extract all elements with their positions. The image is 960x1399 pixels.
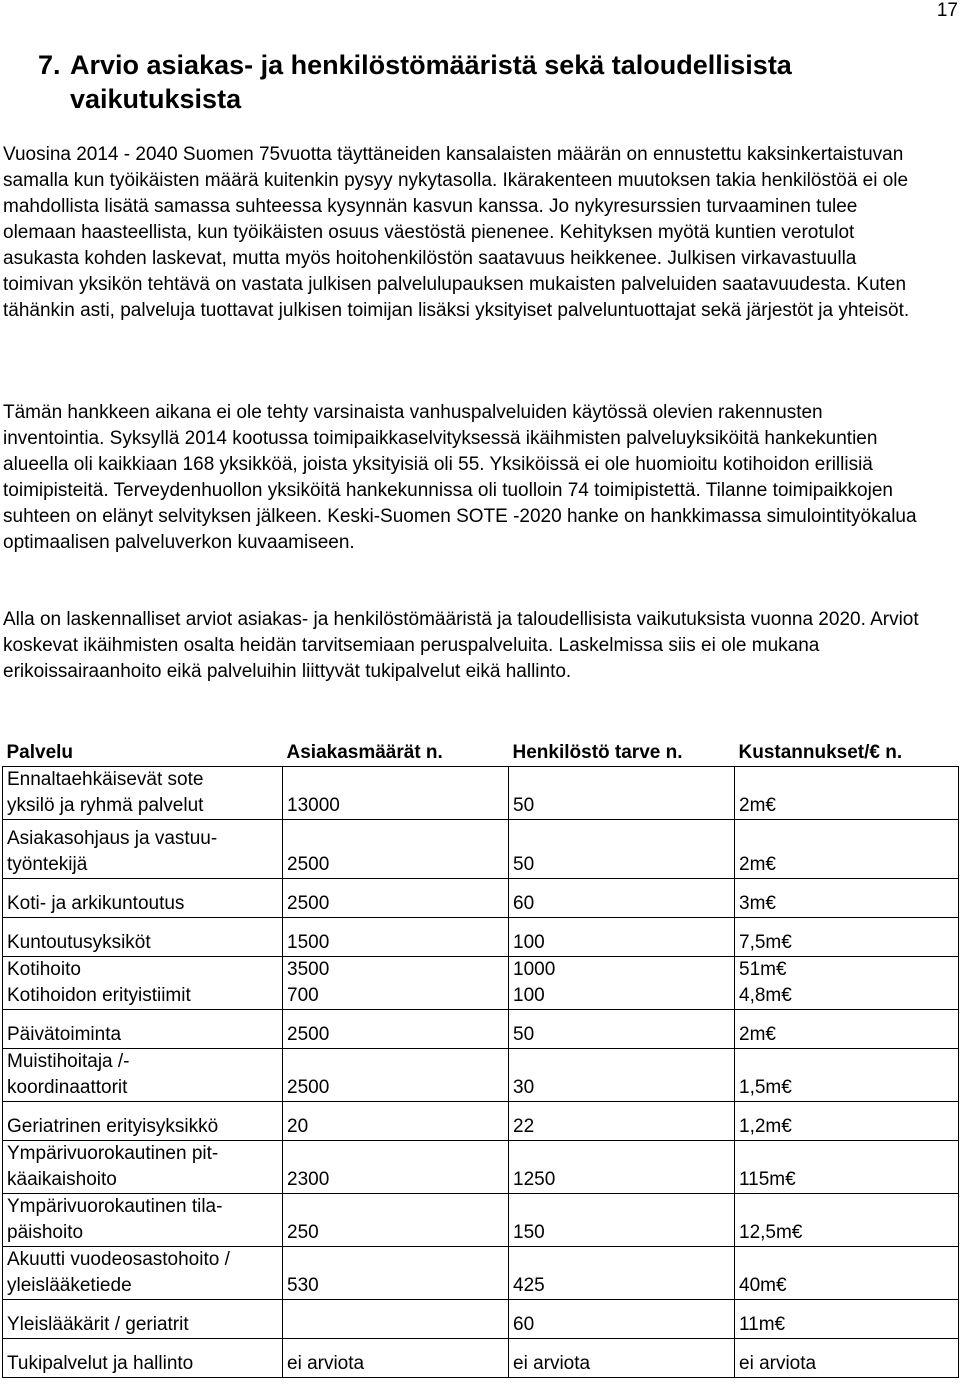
cost: ei arviota (735, 1339, 959, 1378)
client-count: 2500 (283, 1010, 509, 1049)
table-row (3, 879, 959, 918)
staff-need: 30 (509, 1049, 735, 1102)
service-name: Ennaltaehkäisevät sote yksilö ja ryhmä palvelut (3, 767, 283, 820)
services-table (2, 740, 959, 1378)
table-row (3, 1049, 959, 1102)
client-count: 530 (283, 1247, 509, 1300)
service-name: Kotihoito Kotihoidon erityistiimit (3, 957, 283, 1010)
cost: 3m€ (735, 879, 959, 918)
service-name: Ympärivuorokautinen pit- käaikaishoito (3, 1141, 283, 1194)
staff-need: 1250 (509, 1141, 735, 1194)
service-name: Tukipalvelut ja hallinto (3, 1339, 283, 1378)
heading-number: 7. (38, 50, 61, 80)
staff-need: ei arviota (509, 1339, 735, 1378)
staff-need: 22 (509, 1102, 735, 1141)
staff-need: 60 (509, 879, 735, 918)
service-name: Yleislääkärit / geriatrit (3, 1300, 283, 1339)
service-name: Muistihoitaja /- koordinaattorit (3, 1049, 283, 1102)
client-count: 2500 (283, 1049, 509, 1102)
cost: 1,2m€ (735, 1102, 959, 1141)
header-kustannukset: Kustannukset/€ n. (738, 742, 903, 763)
table-row (3, 1247, 959, 1300)
client-count: 2500 (283, 879, 509, 918)
cost: 51m€ 4,8m€ (735, 957, 959, 1010)
header-henkilosto: Henkilöstö tarve n. (512, 742, 683, 763)
table-row (3, 918, 959, 957)
client-count: 3500 700 (283, 957, 509, 1010)
header-palvelu: Palvelu (6, 742, 74, 763)
table-row (3, 957, 959, 1010)
table-row (3, 1141, 959, 1194)
table-row (3, 820, 959, 879)
client-count: 2500 (283, 820, 509, 879)
cost: 40m€ (735, 1247, 959, 1300)
staff-need: 1000 100 (509, 957, 735, 1010)
cost: 11m€ (735, 1300, 959, 1339)
staff-need: 100 (509, 918, 735, 957)
staff-need: 150 (509, 1194, 735, 1247)
table-row (3, 767, 959, 820)
client-count: 2300 (283, 1141, 509, 1194)
paragraph-3: Alla on laskennalliset arviot asiakas- ja henkilöstömääristä ja taloudellisista vaikutuksista vuonna 2020. Arviot koskevat ikäihmisten osalta heidän tarvitsemiaan peruspalveluita. Laskelmissa siis ei ole mukana erikoissairaanhoito eikä palveluihin liittyvät tukipalvelut eikä hallinto. (3, 609, 919, 682)
heading-line-1: Arvio asiakas- ja henkilöstömääristä sekä taloudellisista (70, 50, 792, 80)
staff-need: 50 (509, 767, 735, 820)
client-count: 1500 (283, 918, 509, 957)
client-count (283, 1300, 509, 1339)
cost: 2m€ (735, 767, 959, 820)
client-count: ei arviota (283, 1339, 509, 1378)
cost: 7,5m€ (735, 918, 959, 957)
service-name: Päivätoiminta (3, 1010, 283, 1049)
header-asiakasmaarat: Asiakasmäärät n. (286, 742, 443, 763)
service-name: Ympärivuorokautinen tila- päishoito (3, 1194, 283, 1247)
page-number: 17 (936, 0, 958, 21)
section-heading (38, 48, 918, 116)
table-row (3, 1010, 959, 1049)
staff-need: 60 (509, 1300, 735, 1339)
cost: 115m€ (735, 1141, 959, 1194)
table-row (3, 1102, 959, 1141)
table-row (3, 1300, 959, 1339)
staff-need: 425 (509, 1247, 735, 1300)
paragraph-1: Vuosina 2014 - 2040 Suomen 75vuotta täyttäneiden kansalaisten määrän on ennustettu kaksinkertaistuvan samalla kun työikäisten määrä kuitenkin pysyy nykytasolla. Ikärakenteen muutoksen takia henkilöstöä ei ole mahdollista lisätä samassa suhteessa kysynnän kasvun kanssa. Jo nykyresurssien turvaaminen tulee olemaan haasteellista, kun työikäisten osuus väestöstä pienenee. Kehityksen myötä kuntien verotulot asukasta kohden laskevat, mutta myös hoitohenkilöstön saatavuus heikkenee. Julkisen virkavastuulla toimivan yksikön tehtävä on vastata julkisen palvelulupauksen mukaisten palveluiden saatavuudesta. Kuten tähänkin asti, palveluja tuottavat julkisen toimijan lisäksi yksityiset palveluntuottajat sekä järjestöt ja yhteisöt. (3, 144, 910, 321)
paragraph-2: Tämän hankkeen aikana ei ole tehty varsinaista vanhuspalveluiden käytössä olevien rakennusten inventointia. Syksyllä 2014 kootussa toimipaikkaselvityksessä ikäihmisten palveluyksiköitä hankekuntien alueella oli kaikkiaan 168 yksikköä, joista yksityisiä oli 55. Yksiköissä ei ole huomioitu kotihoidon erillisiä toimipisteitä. Terveydenhuollon yksiköitä hankekunnissa oli tuolloin 74 toimipistettä. Tilanne toimipaikkojen suhteen on elänyt selvityksen jälkeen. Keski-Suomen SOTE -2020 hanke on hankkimassa simulointityökalua optimaalisen palveluverkon kuvaamiseen. (3, 402, 917, 553)
service-name: Geriatrinen erityisyksikkö (3, 1102, 283, 1141)
client-count: 13000 (283, 767, 509, 820)
cost: 12,5m€ (735, 1194, 959, 1247)
cost: 2m€ (735, 1010, 959, 1049)
service-name: Kuntoutusyksiköt (3, 918, 283, 957)
client-count: 20 (283, 1102, 509, 1141)
service-name: Asiakasohjaus ja vastuu- työntekijä (3, 820, 283, 879)
heading-line-2: vaikutuksista (70, 84, 242, 114)
service-name: Koti- ja arkikuntoutus (3, 879, 283, 918)
client-count: 250 (283, 1194, 509, 1247)
table-row (3, 1339, 959, 1378)
cost: 2m€ (735, 820, 959, 879)
service-name: Akuutti vuodeosastohoito / yleislääketiede (3, 1247, 283, 1300)
cost: 1,5m€ (735, 1049, 959, 1102)
staff-need: 50 (509, 820, 735, 879)
table-row (3, 1194, 959, 1247)
staff-need: 50 (509, 1010, 735, 1049)
table-header-row (3, 740, 959, 767)
